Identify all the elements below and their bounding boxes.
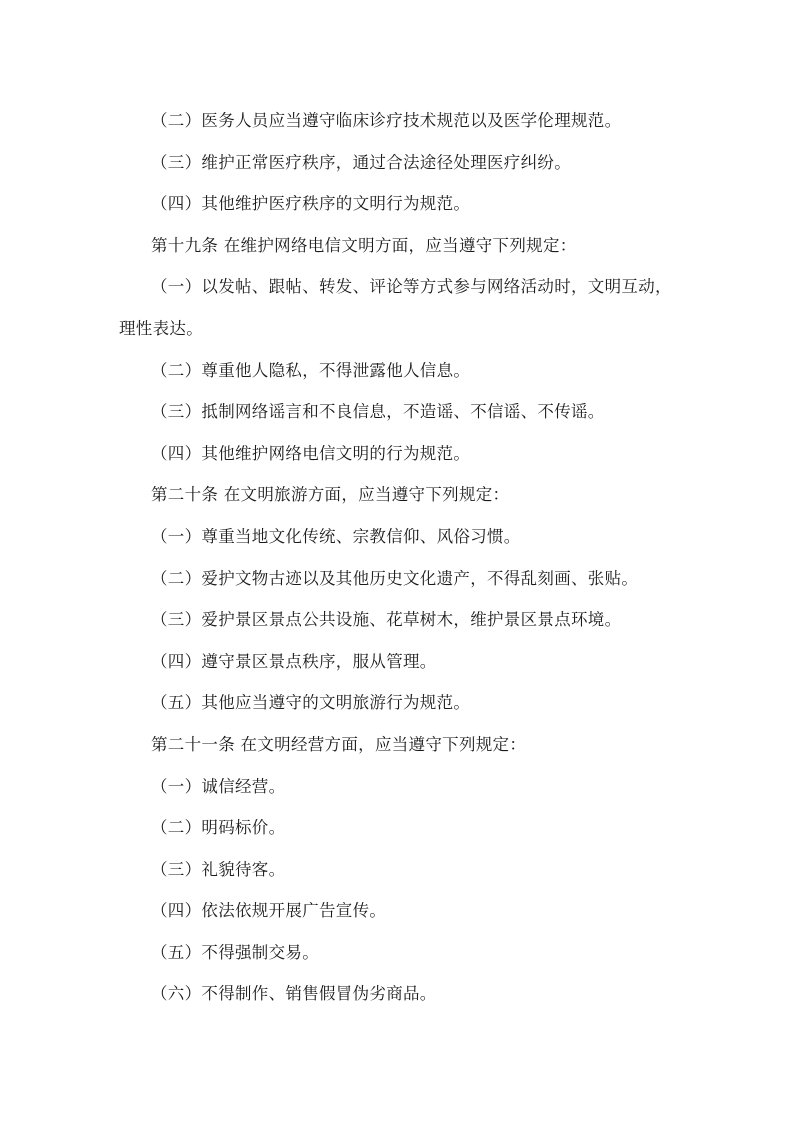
paragraph: （三）维护正常医疗秩序，通过合法途径处理医疗纠纷。	[151, 152, 571, 172]
article-heading: 第十九条 在维护网络电信文明方面，应当遵守下列规定：	[151, 235, 577, 255]
paragraph: （一）诚信经营。	[151, 776, 286, 796]
paragraph: （一）尊重当地文化传统、宗教信仰、风俗习惯。	[151, 526, 521, 546]
paragraph: （二）爱护文物古迹以及其他历史文化遗产，不得乱刻画、张贴。	[151, 568, 639, 588]
paragraph: （四）遵守景区景点秩序，服从管理。	[151, 651, 437, 671]
paragraph: （二）尊重他人隐私，不得泄露他人信息。	[151, 360, 471, 380]
paragraph: （四）依法依规开展广告宣传。	[151, 901, 387, 921]
paragraph: （三）礼貌待客。	[151, 859, 286, 879]
paragraph: （二）医务人员应当遵守临床诊疗技术规范以及医学伦理规范。	[151, 111, 622, 130]
article-heading: 第二十一条 在文明经营方面，应当遵守下列规定：	[151, 734, 527, 754]
paragraph: （四）其他维护医疗秩序的文明行为规范。	[151, 194, 471, 214]
paragraph: （二）明码标价。	[151, 818, 286, 838]
paragraph: （三）抵制网络谣言和不良信息，不造谣、不信谣、不传谣。	[151, 402, 605, 422]
document-body	[119, 100, 679, 1015]
paragraph: （六）不得制作、销售假冒伪劣商品。	[151, 984, 437, 1004]
paragraph: （四）其他维护网络电信文明的行为规范。	[151, 443, 471, 463]
article-heading: 第二十条 在文明旅游方面，应当遵守下列规定：	[151, 485, 510, 505]
paragraph: （五）其他应当遵守的文明旅游行为规范。	[151, 693, 471, 713]
paragraph: （三）爱护景区景点公共设施、花草树木，维护景区景点环境。	[151, 610, 622, 630]
paragraph: （一）以发帖、跟帖、转发、评论等方式参与网络活动时，文明互动，理性表达。	[119, 277, 672, 338]
paragraph: （五）不得强制交易。	[151, 942, 319, 962]
